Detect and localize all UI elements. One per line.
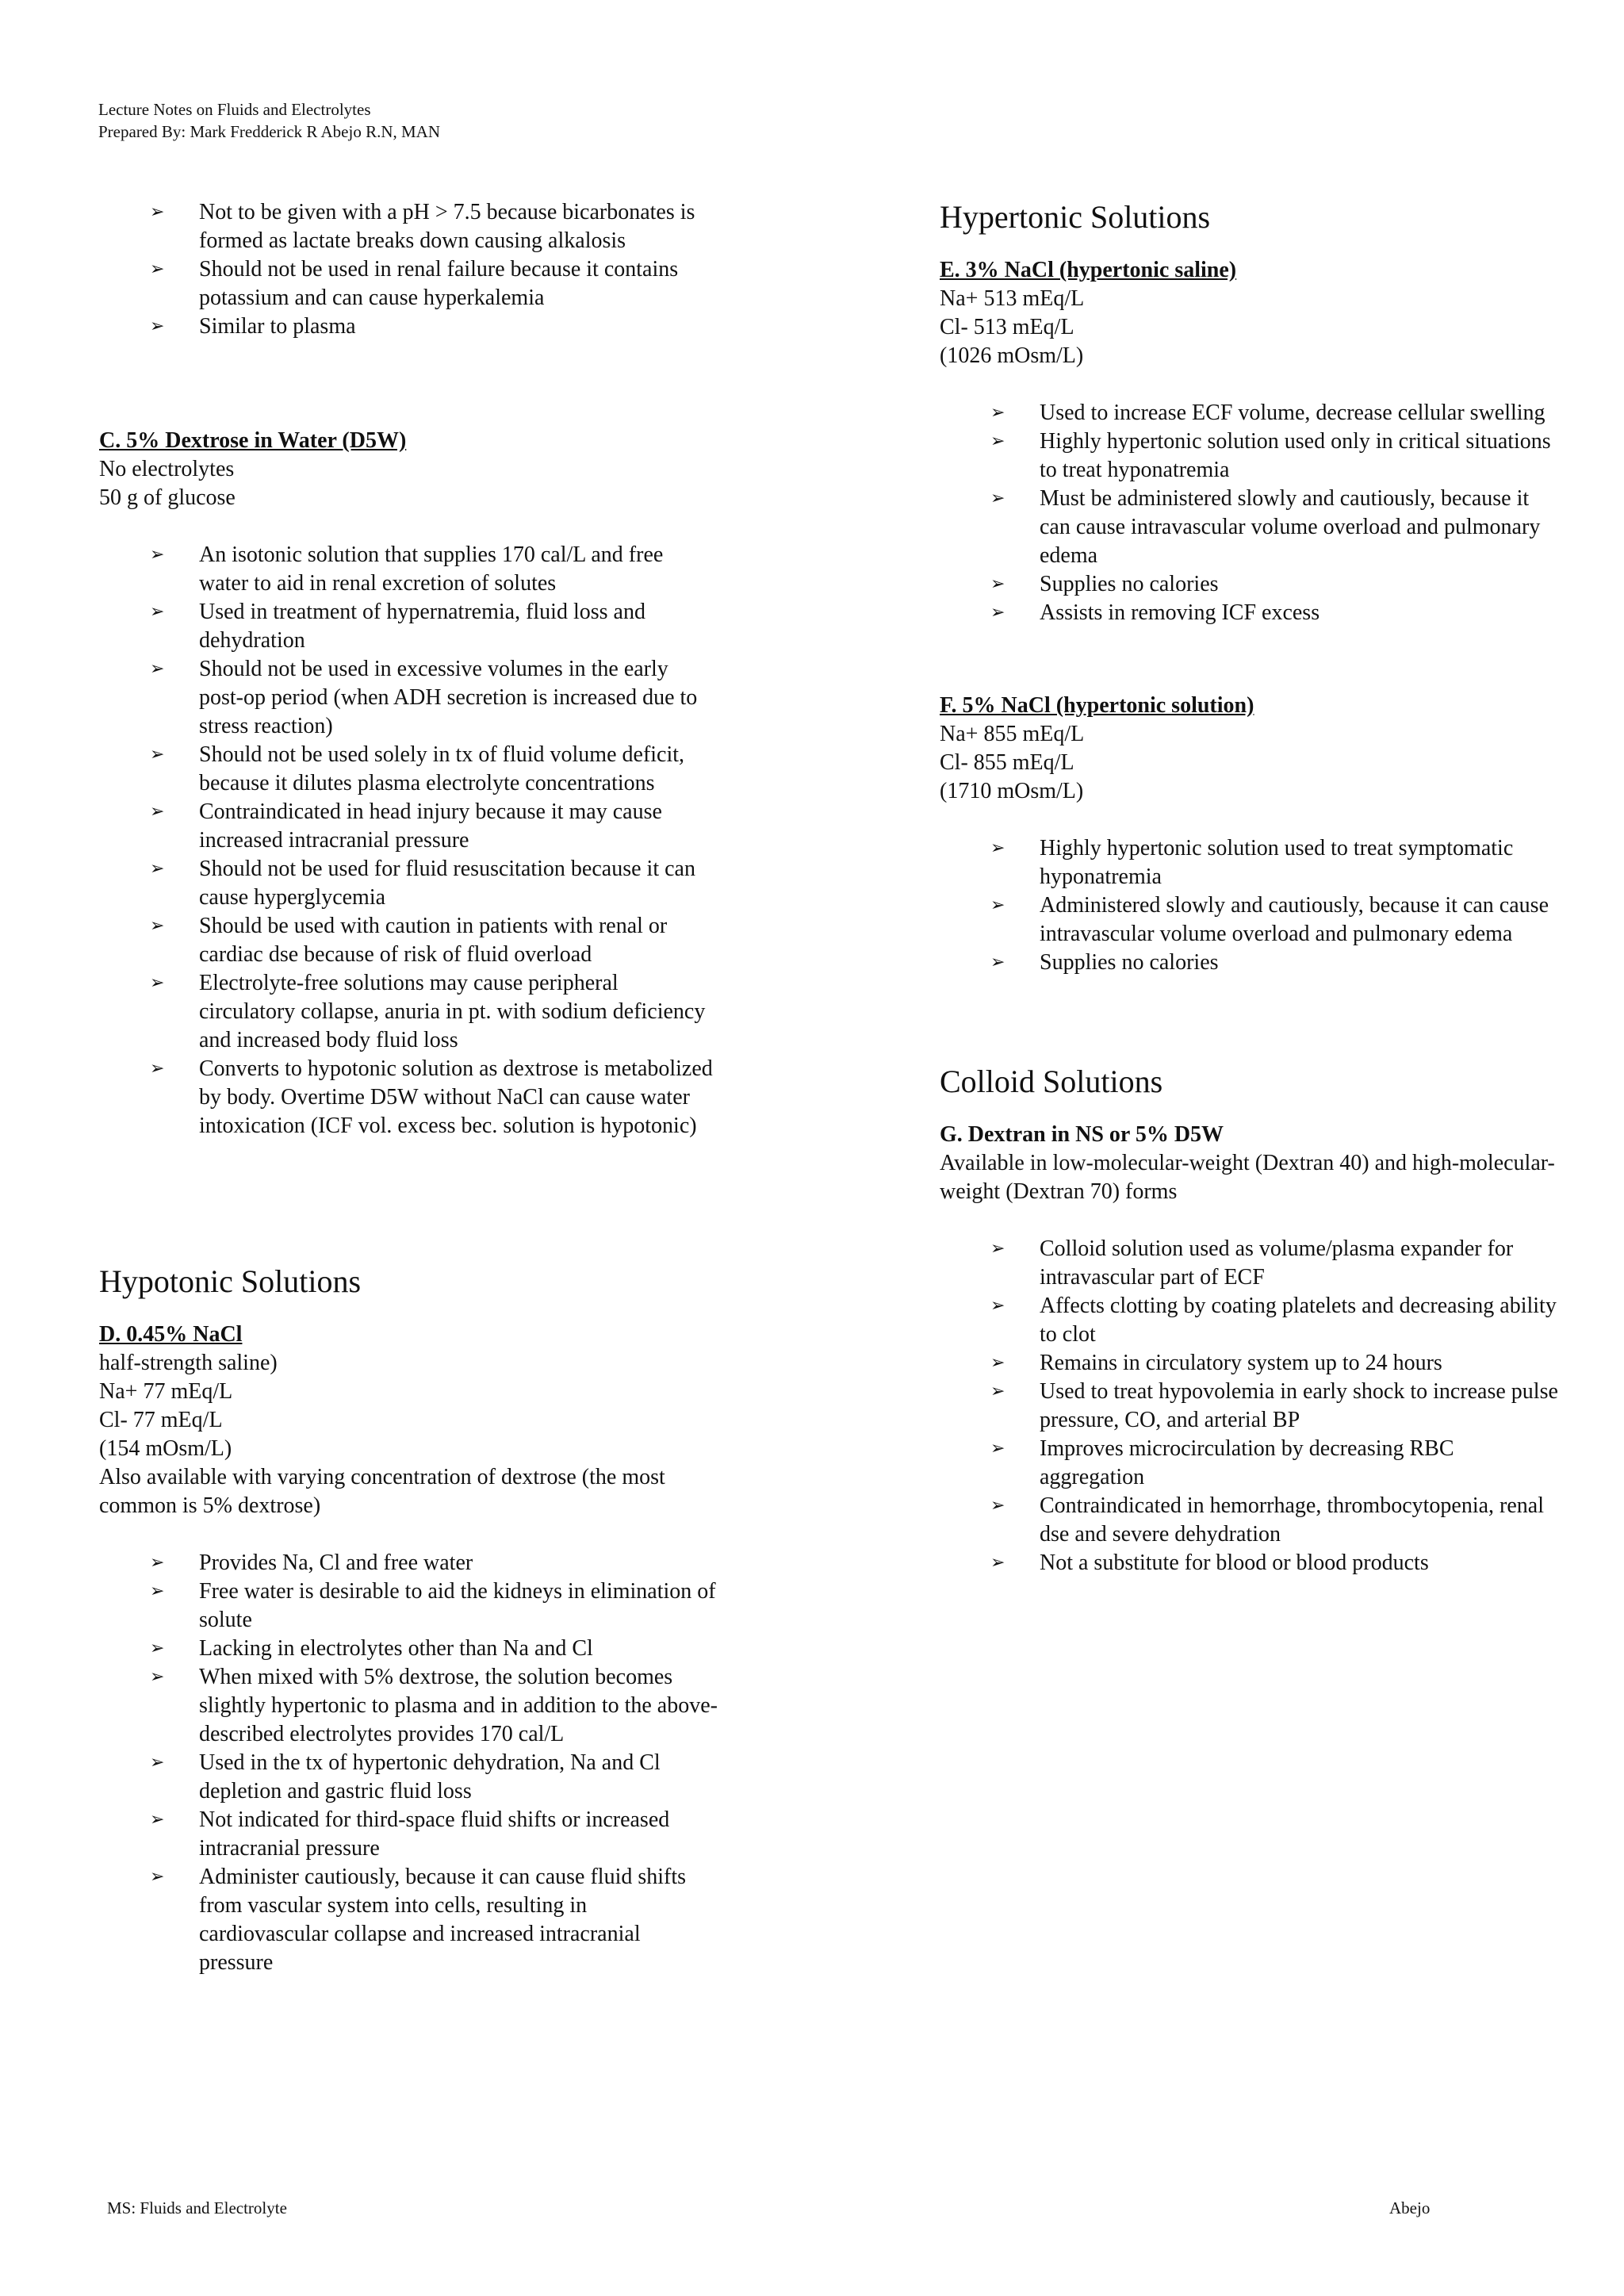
hypotonic-section — [99, 1263, 718, 1977]
footer-author: Abejo — [1389, 2198, 1431, 2217]
bullet-list — [940, 834, 1558, 977]
bullet-text: Administered slowly and cautiously, because it can cause intravascular volume overload and pulmonary edema — [1040, 893, 1549, 946]
arrowhead-bullet-icon: ➢ — [990, 403, 1005, 423]
bullet-item — [940, 485, 1558, 570]
bullet-item — [99, 798, 718, 855]
bullet-item — [99, 198, 718, 255]
bullet-item — [99, 541, 718, 598]
arrowhead-bullet-icon: ➢ — [150, 259, 165, 279]
bullet-text: Contraindicated in hemorrhage, thrombocytopenia, renal dse and severe dehydration — [1040, 1493, 1545, 1547]
bullet-item — [99, 1806, 718, 1863]
d5w-line: 50 g of glucose — [99, 485, 236, 510]
bullet-list — [99, 1549, 718, 1977]
bullet-item — [940, 427, 1558, 485]
five-percent-nacl-line: (1710 mOsm/L) — [940, 779, 1084, 803]
bullet-item — [940, 399, 1558, 427]
bullet-item — [99, 1577, 718, 1635]
five-percent-nacl-line: Na+ 855 mEq/L — [940, 722, 1085, 746]
bullet-item — [940, 1435, 1558, 1492]
bullet-item — [99, 969, 718, 1055]
bullet-text: Used in treatment of hypernatremia, fluid loss and dehydration — [199, 600, 645, 653]
bullet-item — [99, 1749, 718, 1806]
dextran-note: Available in low-molecular-weight (Dextran 40) and high-molecular-weight (Dextran 70) forms — [940, 1151, 1555, 1204]
bullet-item — [99, 1863, 718, 1977]
arrowhead-bullet-icon: ➢ — [990, 895, 1005, 915]
d5w-heading: C. 5% Dextrose in Water (D5W) — [99, 428, 407, 453]
bullet-item — [99, 912, 718, 969]
lactated-ringers-continued — [99, 198, 718, 341]
arrowhead-bullet-icon: ➢ — [150, 602, 165, 622]
half-saline-note: Also available with varying concentration of dextrose (the most common is 5% dextrose) — [99, 1465, 665, 1518]
three-percent-nacl-heading: E. 3% NaCl (hypertonic saline) — [940, 258, 1237, 282]
half-saline-line: (154 mOsm/L) — [99, 1436, 232, 1461]
five-percent-nacl-line: Cl- 855 mEq/L — [940, 750, 1074, 775]
bullet-text: Not to be given with a pH > 7.5 because bicarbonates is formed as lactate breaks down causing alkalosis — [199, 200, 695, 253]
bullet-item — [940, 1492, 1558, 1549]
bullet-text: Should not be used solely in tx of fluid volume deficit, because it dilutes plasma electrolyte concentrations — [199, 742, 685, 795]
half-saline-line: half-strength saline) — [99, 1351, 278, 1375]
bullet-text: Should not be used in renal failure because it contains potassium and can cause hyperkalemia — [199, 257, 679, 310]
bullet-text: Should not be used in excessive volumes in the early post-op period (when ADH secretion is increased due to stress reaction) — [199, 657, 698, 738]
bullet-text: Used in the tx of hypertonic dehydration, Na and Cl depletion and gastric fluid loss — [199, 1750, 661, 1803]
bullet-text: When mixed with 5% dextrose, the solution becomes slightly hypertonic to plasma and in addition to the above-described electrolytes provides 170 cal/L — [199, 1665, 718, 1746]
footer-course: MS: Fluids and Electrolyte — [107, 2198, 287, 2217]
page-header — [98, 98, 440, 143]
arrowhead-bullet-icon: ➢ — [150, 1553, 165, 1573]
arrowhead-bullet-icon: ➢ — [150, 916, 165, 936]
bullet-text: Affects clotting by coating platelets and decreasing ability to clot — [1040, 1294, 1557, 1347]
bullet-item — [99, 255, 718, 312]
half-saline-line: Cl- 77 mEq/L — [99, 1408, 223, 1432]
bullet-list — [940, 399, 1558, 627]
header-author: Prepared By: Mark Fredderick R Abejo R.N, MAN — [98, 122, 441, 141]
bullet-item — [940, 1349, 1558, 1378]
bullet-item — [99, 312, 718, 341]
arrowhead-bullet-icon: ➢ — [150, 545, 165, 565]
section-title-hypertonic: Hypertonic Solutions — [940, 199, 1211, 235]
arrowhead-bullet-icon: ➢ — [150, 1639, 165, 1658]
bullet-text: Used to increase ECF volume, decrease cellular swelling — [1040, 401, 1545, 425]
bullet-item — [99, 1635, 718, 1663]
bullet-text: Not indicated for third-space fluid shifts or increased intracranial pressure — [199, 1807, 670, 1861]
bullet-text: Must be administered slowly and cautiously, because it can cause intravascular volume overload and pulmonary edema — [1040, 486, 1541, 568]
d5w-line: No electrolytes — [99, 457, 235, 481]
bullet-text: Should be used with caution in patients with renal or cardiac dse because of risk of fluid overload — [199, 914, 668, 967]
three-percent-nacl-line: (1026 mOsm/L) — [940, 343, 1084, 368]
arrowhead-bullet-icon: ➢ — [990, 1296, 1005, 1316]
bullet-text: Free water is desirable to aid the kidneys in elimination of solute — [199, 1579, 716, 1632]
bullet-item — [940, 891, 1558, 949]
five-percent-nacl-section — [940, 692, 1558, 977]
arrowhead-bullet-icon: ➢ — [150, 202, 165, 222]
half-saline-line: Na+ 77 mEq/L — [99, 1379, 233, 1404]
bullet-text: Assists in removing ICF excess — [1040, 600, 1320, 625]
arrowhead-bullet-icon: ➢ — [990, 431, 1005, 451]
arrowhead-bullet-icon: ➢ — [990, 838, 1005, 858]
bullet-text: Highly hypertonic solution used only in critical situations to treat hyponatremia — [1040, 429, 1551, 482]
half-saline-heading: D. 0.45% NaCl — [99, 1322, 243, 1347]
arrowhead-bullet-icon: ➢ — [150, 659, 165, 679]
bullet-text: Converts to hypotonic solution as dextrose is metabolized by body. Overtime D5W without NaCl can cause water intoxication (ICF vol. excess bec. solution is hypotonic) — [199, 1056, 713, 1138]
bullet-text: Not a substitute for blood or blood products — [1040, 1550, 1429, 1575]
bullet-text: Used to treat hypovolemia in early shock to increase pulse pressure, CO, and arterial BP — [1040, 1379, 1558, 1432]
three-percent-nacl-line: Cl- 513 mEq/L — [940, 315, 1074, 339]
bullet-text: Supplies no calories — [1040, 950, 1219, 975]
bullet-list — [99, 198, 718, 341]
arrowhead-bullet-icon: ➢ — [150, 1059, 165, 1079]
arrowhead-bullet-icon: ➢ — [150, 1810, 165, 1830]
bullet-text: Should not be used for fluid resuscitation because it can cause hyperglycemia — [199, 857, 695, 910]
arrowhead-bullet-icon: ➢ — [990, 1382, 1005, 1401]
arrowhead-bullet-icon: ➢ — [990, 603, 1005, 623]
arrowhead-bullet-icon: ➢ — [990, 1353, 1005, 1373]
colloid-section — [940, 1063, 1558, 1577]
bullet-text: Electrolyte-free solutions may cause peripheral circulatory collapse, anuria in pt. with sodium deficiency and increased body fluid loss — [199, 971, 706, 1052]
arrowhead-bullet-icon: ➢ — [150, 973, 165, 993]
bullet-text: Improves microcirculation by decreasing RBC aggregation — [1040, 1436, 1454, 1489]
bullet-item — [940, 1235, 1558, 1292]
arrowhead-bullet-icon: ➢ — [150, 1753, 165, 1773]
bullet-text: Lacking in electrolytes other than Na and Cl — [199, 1636, 593, 1661]
bullet-list — [940, 1235, 1558, 1577]
bullet-item — [940, 570, 1558, 599]
arrowhead-bullet-icon: ➢ — [990, 489, 1005, 508]
bullet-item — [99, 1549, 718, 1577]
bullet-item — [99, 655, 718, 741]
arrowhead-bullet-icon: ➢ — [150, 1581, 165, 1601]
bullet-item — [940, 599, 1558, 627]
three-percent-nacl-line: Na+ 513 mEq/L — [940, 286, 1085, 311]
section-title-colloid: Colloid Solutions — [940, 1064, 1163, 1099]
bullet-item — [99, 1055, 718, 1140]
arrowhead-bullet-icon: ➢ — [150, 1867, 165, 1887]
bullet-text: Supplies no calories — [1040, 572, 1219, 596]
bullet-item — [940, 1292, 1558, 1349]
bullet-item — [99, 1663, 718, 1749]
bullet-text: Contraindicated in head injury because it may cause increased intracranial pressure — [199, 799, 662, 853]
bullet-text: Remains in circulatory system up to 24 hours — [1040, 1351, 1442, 1375]
bullet-item — [99, 855, 718, 912]
bullet-item — [940, 1378, 1558, 1435]
bullet-item — [940, 949, 1558, 977]
arrowhead-bullet-icon: ➢ — [150, 802, 165, 822]
bullet-text: Similar to plasma — [199, 314, 356, 339]
bullet-text: An isotonic solution that supplies 170 cal/L and free water to aid in renal excretion of solutes — [199, 542, 664, 596]
arrowhead-bullet-icon: ➢ — [990, 1439, 1005, 1458]
bullet-item — [99, 741, 718, 798]
arrowhead-bullet-icon: ➢ — [990, 953, 1005, 972]
arrowhead-bullet-icon: ➢ — [150, 1667, 165, 1687]
five-percent-nacl-heading: F. 5% NaCl (hypertonic solution) — [940, 693, 1254, 718]
arrowhead-bullet-icon: ➢ — [990, 574, 1005, 594]
bullet-text: Highly hypertonic solution used to treat symptomatic hyponatremia — [1040, 836, 1514, 889]
header-title: Lecture Notes on Fluids and Electrolytes — [98, 100, 371, 119]
bullet-item — [940, 834, 1558, 891]
d5w-section — [99, 427, 718, 1140]
arrowhead-bullet-icon: ➢ — [990, 1496, 1005, 1516]
bullet-text: Administer cautiously, because it can cause fluid shifts from vascular system into cells, resulting in cardiovascular collapse and increased intracranial pressure — [199, 1865, 687, 1975]
hypertonic-section — [940, 198, 1558, 627]
bullet-text: Provides Na, Cl and free water — [199, 1550, 473, 1575]
arrowhead-bullet-icon: ➢ — [990, 1553, 1005, 1573]
section-title-hypotonic: Hypotonic Solutions — [99, 1263, 362, 1299]
arrowhead-bullet-icon: ➢ — [150, 745, 165, 765]
arrowhead-bullet-icon: ➢ — [990, 1239, 1005, 1259]
arrowhead-bullet-icon: ➢ — [150, 316, 165, 336]
bullet-item — [99, 598, 718, 655]
bullet-item — [940, 1549, 1558, 1577]
arrowhead-bullet-icon: ➢ — [150, 859, 165, 879]
dextran-heading: G. Dextran in NS or 5% D5W — [940, 1122, 1224, 1147]
bullet-list — [99, 541, 718, 1140]
bullet-text: Colloid solution used as volume/plasma expander for intravascular part of ECF — [1040, 1236, 1514, 1290]
